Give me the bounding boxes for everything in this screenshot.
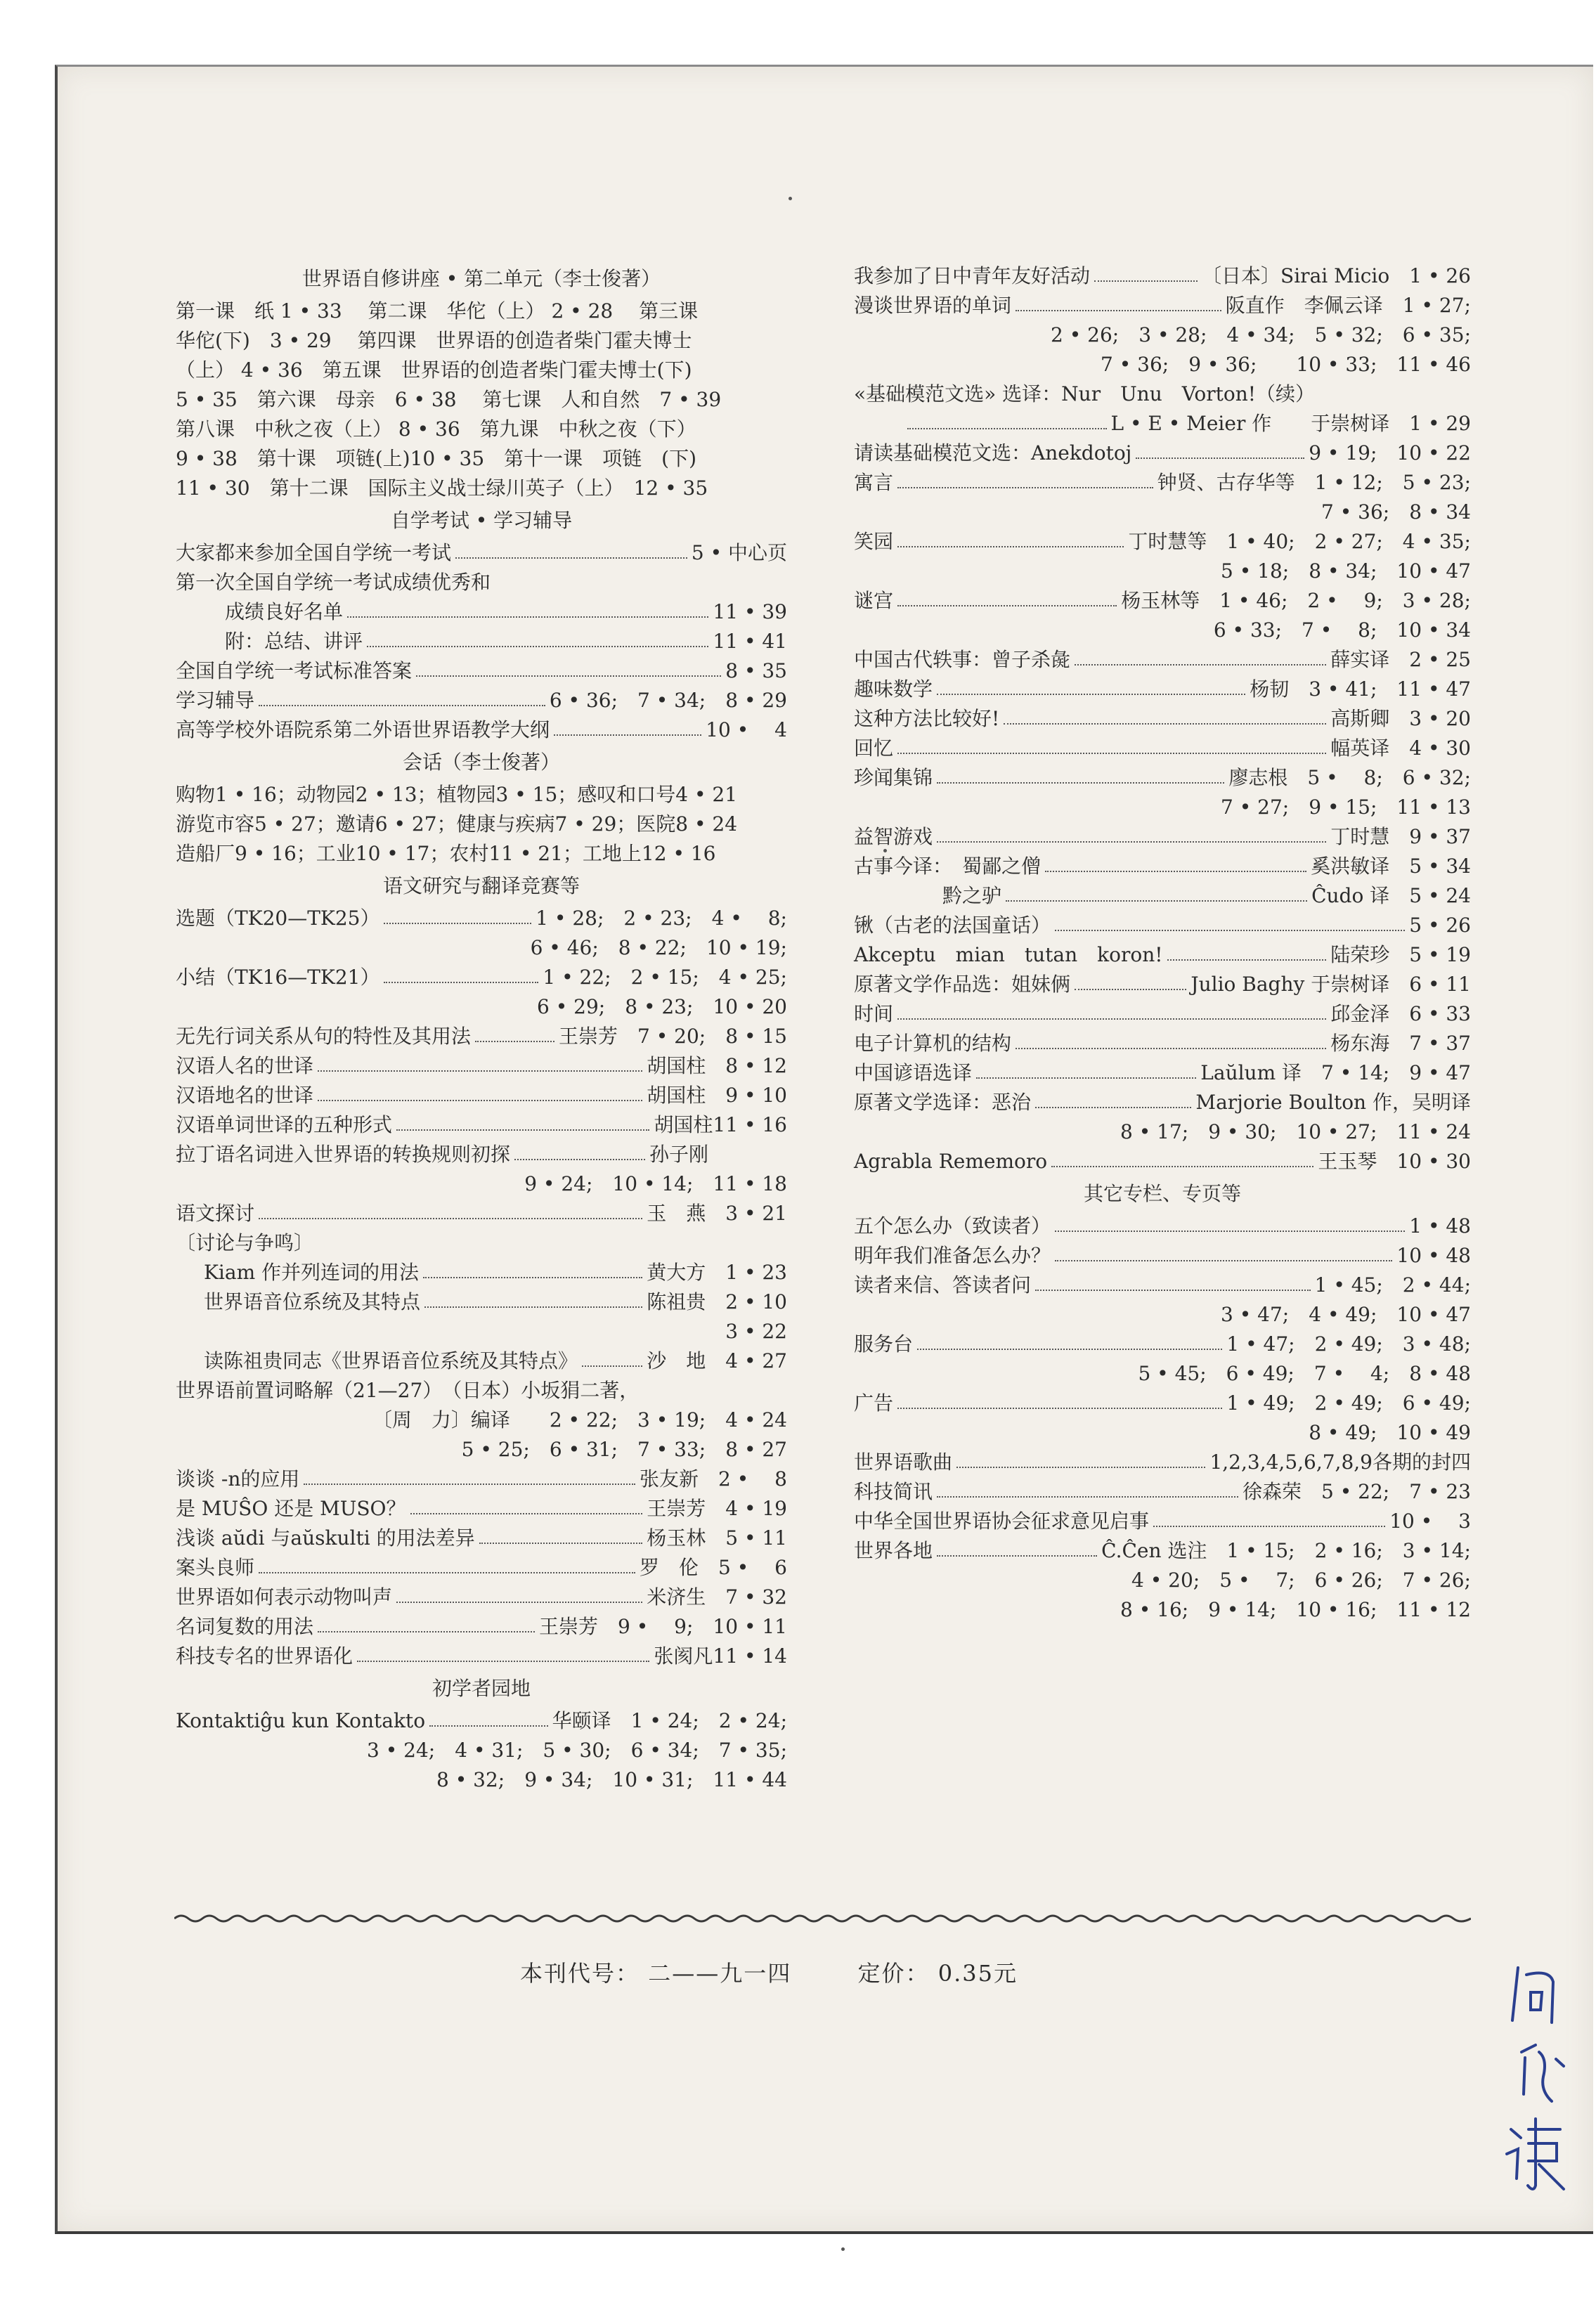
entry-title: 我参加了日中青年友好活动 — [854, 264, 1091, 287]
entry-title: 案头良师 — [176, 1556, 255, 1579]
entry-info: 孙子刚 — [649, 1143, 787, 1166]
entry-info: 〔日本〕Sirai Micio 1 • 26 — [1202, 264, 1471, 287]
entry-info: Laŭlum 译 7 • 14; 9 • 47 — [1200, 1061, 1471, 1084]
index-continuation: 5 • 18; 8 • 34; 10 • 47 — [1221, 559, 1471, 583]
index-line: 11 • 30 第十二课 国际主义战士绿川英子（上） 12 • 35 — [176, 476, 708, 500]
dot-leader — [897, 1018, 1326, 1020]
entry-info: 9 • 19; 10 • 22 — [1309, 441, 1471, 465]
wavy-divider — [174, 1913, 1471, 1924]
dot-leader — [318, 1631, 535, 1632]
right-index-column — [854, 261, 1471, 1625]
index-continuation: 6 • 33; 7 • 8; 10 • 34 — [1213, 618, 1471, 642]
index-continuation: 3 • 24; 4 • 31; 5 • 30; 6 • 34; 7 • 35; — [367, 1739, 787, 1762]
ink-speck — [841, 2247, 845, 2251]
index-continuation: 8 • 49; 10 • 49 — [1309, 1421, 1471, 1444]
index-line: 购物1 • 16；动物园2 • 13；植物园3 • 15；感叹和口号4 • 21 — [176, 783, 738, 806]
index-entry — [854, 675, 1471, 704]
dot-leader — [384, 923, 531, 924]
entry-info: 1 • 45; 2 • 44; — [1314, 1273, 1471, 1297]
dot-leader — [424, 1306, 642, 1308]
section-heading: 其它专栏、专页等 — [1083, 1182, 1241, 1205]
entry-title: 明年我们准备怎么办？ — [854, 1244, 1051, 1267]
entry-info: 王玉琴 10 • 30 — [1318, 1150, 1471, 1173]
entry-title: 漫谈世界语的单词 — [854, 294, 1012, 317]
entry-title: Akceptu mian tutan koron! — [854, 943, 1163, 966]
index-entry — [176, 1346, 787, 1376]
index-continuation: 6 • 29; 8 • 23; 10 • 20 — [537, 995, 787, 1018]
dot-leader — [367, 646, 708, 647]
index-entry — [854, 291, 1471, 320]
section-heading: 初学者园地 — [432, 1677, 531, 1700]
entry-info: Julio Baghy 于崇树译 6 • 11 — [1190, 973, 1471, 996]
index-continuation: 〔周 力〕编译 2 • 22; 3 • 19; 4 • 24 — [372, 1408, 787, 1432]
dot-leader — [475, 1041, 554, 1042]
entry-info: 胡国柱 8 • 12 — [647, 1054, 787, 1077]
index-entry — [854, 763, 1471, 793]
entry-title: 浅谈 aŭdi 与aŭskulti 的用法差异 — [176, 1526, 475, 1550]
entry-title: 成绩良好名单 — [225, 600, 344, 623]
entry-info: 10 • 3 — [1389, 1510, 1471, 1533]
entry-info: 1 • 22; 2 • 15; 4 • 25; — [543, 966, 787, 989]
entry-title: Kiam 作并列连词的用法 — [204, 1261, 420, 1284]
index-entry — [176, 1081, 787, 1110]
entry-title: 高等学校外语院系第二外语世界语教学大纲 — [176, 718, 550, 741]
dot-leader — [1075, 664, 1326, 666]
index-entry — [176, 656, 787, 686]
dot-leader — [1051, 1166, 1313, 1167]
dot-leader — [1004, 723, 1326, 725]
dot-leader — [937, 1496, 1238, 1498]
dot-leader — [582, 1365, 642, 1367]
index-entry — [854, 852, 1471, 881]
entry-title: 无先行词关系从句的特性及其用法 — [176, 1025, 472, 1048]
footer-line — [520, 1956, 1153, 1988]
entry-info: 高斯卿 3 • 20 — [1330, 707, 1471, 730]
entry-title: 读陈祖贵同志《世界语音位系统及其特点》 — [204, 1349, 578, 1372]
index-continuation: 5 • 25; 6 • 31; 7 • 33; 8 • 27 — [461, 1438, 787, 1461]
entry-info: 廖志根 5 • 8; 6 • 32; — [1228, 766, 1471, 789]
dot-leader — [897, 605, 1117, 606]
entry-info: 黄大方 1 • 23 — [647, 1261, 787, 1284]
dot-leader — [304, 1484, 635, 1485]
entry-title: 原著文学选译：恶治 — [854, 1091, 1032, 1114]
entry-info: 张友新 2 • 8 — [640, 1467, 787, 1491]
dot-leader — [937, 694, 1245, 695]
entry-info: 钟贤、古存华等 1 • 12; 5 • 23; — [1157, 471, 1471, 494]
entry-title: 选题（TK20—TK25） — [176, 907, 380, 930]
index-continuation: 7 • 36; 9 • 36; 10 • 33; 11 • 46 — [1101, 353, 1471, 376]
index-entry — [176, 1258, 787, 1287]
entry-info: 张阂凡11 • 14 — [654, 1644, 787, 1668]
index-entry — [854, 527, 1471, 557]
dot-leader — [514, 1159, 645, 1160]
entry-info: 徐森荣 5 • 22; 7 • 23 — [1243, 1480, 1471, 1503]
handwritten-signature — [1497, 1954, 1574, 2207]
entry-info: 罗 伦 5 • 6 — [640, 1556, 787, 1579]
index-entry — [176, 1287, 787, 1317]
index-entry — [854, 704, 1471, 734]
entry-title: 汉语单词世译的五种形式 — [176, 1113, 393, 1136]
entry-title: 世界语歌曲 — [854, 1450, 953, 1474]
entry-title: 科技专名的世界语化 — [176, 1644, 353, 1668]
entry-info: 玉 燕 3 • 21 — [647, 1202, 787, 1225]
entry-info: 6 • 36; 7 • 34; 8 • 29 — [549, 689, 787, 712]
dot-leader — [384, 982, 538, 983]
entry-info: 1,2,3,4,5,6,7,8,9各期的封四 — [1209, 1450, 1471, 1474]
index-entry — [854, 1147, 1471, 1176]
entry-info: 薛实译 2 • 25 — [1330, 648, 1471, 671]
entry-info: 1 • 49; 2 • 49; 6 • 49; — [1226, 1391, 1471, 1415]
index-entry — [854, 1448, 1471, 1477]
dot-leader — [318, 1100, 642, 1101]
entry-title: 附：总结、讲评 — [225, 630, 363, 653]
dot-leader — [259, 1218, 642, 1219]
dot-leader — [1167, 959, 1327, 961]
index-line: 第一课 纸 1 • 33 第二课 华佗（上） 2 • 28 第三课 — [176, 299, 699, 323]
entry-title: 益智游戏 — [854, 825, 933, 848]
index-entry — [176, 686, 787, 715]
index-entry — [854, 911, 1471, 940]
dot-leader — [937, 782, 1224, 784]
index-continuation: 8 • 17; 9 • 30; 10 • 27; 11 • 24 — [1120, 1120, 1471, 1143]
footer-code-value: 二——九一四 — [648, 1960, 792, 1987]
index-entry — [176, 1706, 787, 1736]
index-continuation: 8 • 16; 9 • 14; 10 • 16; 11 • 12 — [1120, 1598, 1471, 1621]
entry-title: 名词复数的用法 — [176, 1615, 314, 1638]
index-entry — [854, 734, 1471, 763]
dot-leader — [429, 1725, 548, 1727]
entry-title: 读者来信、答读者问 — [854, 1273, 1032, 1297]
entry-info: 胡国柱 9 • 10 — [647, 1084, 787, 1107]
dot-leader — [1075, 989, 1186, 990]
entry-info: 1 • 48 — [1409, 1214, 1471, 1238]
entry-title: 语文探讨 — [176, 1202, 255, 1225]
index-entry — [176, 1465, 787, 1494]
dot-leader — [318, 1070, 642, 1072]
entry-title: 汉语人名的世译 — [176, 1054, 314, 1077]
entry-info: 杨东海 7 • 37 — [1330, 1032, 1471, 1055]
index-continuation: 9 • 24; 10 • 14; 11 • 18 — [524, 1172, 787, 1195]
entry-title: 回忆 — [854, 736, 894, 760]
index-entry — [854, 1029, 1471, 1058]
footer-price-label: 定价： — [857, 1960, 930, 1987]
entry-title: 五个怎么办（致读者） — [854, 1214, 1051, 1238]
index-entry — [176, 1612, 787, 1642]
dot-leader — [907, 428, 1107, 429]
entry-title: 科技简讯 — [854, 1480, 933, 1503]
index-entry — [176, 904, 787, 933]
index-entry — [176, 627, 787, 656]
index-entry — [176, 1110, 787, 1140]
entry-title: 世界语如何表示动物叫声 — [176, 1585, 393, 1609]
dot-leader — [259, 1572, 635, 1573]
index-entry — [854, 409, 1471, 439]
dot-leader — [1045, 871, 1306, 872]
index-entry — [854, 586, 1471, 616]
dot-leader — [1006, 900, 1307, 902]
index-entry — [176, 1199, 787, 1228]
entry-info: 杨玉林 5 • 11 — [647, 1526, 787, 1550]
index-line: 世界语前置词略解（21—27） （日本）小坂狷二著， — [176, 1379, 640, 1402]
entry-info: 邱金泽 6 • 33 — [1330, 1002, 1471, 1025]
dot-leader — [1016, 1048, 1326, 1049]
index-line: 华佗(下) 3 • 29 第四课 世界语的创造者柴门霍夫博士 — [176, 329, 692, 352]
entry-info: 10 • 48 — [1396, 1244, 1471, 1267]
index-entry — [854, 439, 1471, 468]
entry-title: 大家都来参加全国自学统一考试 — [176, 541, 452, 564]
dot-leader — [1016, 310, 1221, 311]
index-entry — [854, 1241, 1471, 1271]
entry-info: Ĉudo 译 5 • 24 — [1311, 884, 1471, 907]
index-entry — [854, 1271, 1471, 1300]
index-entry — [176, 1642, 787, 1671]
entry-title: 中国谚语选译 — [854, 1061, 973, 1084]
index-line: 9 • 38 第十课 项链(上)10 • 35 第十一课 项链 (下) — [176, 447, 697, 470]
entry-title: 服务台 — [854, 1332, 914, 1356]
index-entry — [854, 1389, 1471, 1418]
index-entry — [854, 645, 1471, 675]
entry-info: L • E • Meier 作 于崇树译 1 • 29 — [1110, 412, 1471, 435]
dot-leader — [976, 1077, 1196, 1079]
ink-speck — [789, 197, 792, 200]
entry-info: 王崇芳 4 • 19 — [647, 1497, 787, 1520]
index-continuation: 3 • 47; 4 • 49; 10 • 47 — [1221, 1303, 1471, 1326]
entry-info: 11 • 39 — [713, 600, 787, 623]
entry-info: 陈祖贵 2 • 10 — [647, 1290, 787, 1313]
entry-title: 电子计算机的结构 — [854, 1032, 1012, 1055]
index-entry — [176, 1524, 787, 1553]
dot-leader — [1055, 1231, 1405, 1232]
index-entry — [854, 1477, 1471, 1507]
entry-title: 时间 — [854, 1002, 894, 1025]
dot-leader — [1136, 457, 1304, 459]
index-entry — [854, 940, 1471, 970]
dot-leader — [897, 753, 1326, 754]
dot-leader — [259, 705, 545, 706]
index-entry — [854, 1536, 1471, 1566]
dot-leader — [416, 675, 721, 677]
entry-info: 5 • 26 — [1409, 914, 1471, 937]
dot-leader — [347, 616, 708, 618]
entry-title: Kontaktiĝu kun Kontakto — [176, 1709, 426, 1732]
index-continuation: 7 • 36; 8 • 34 — [1321, 500, 1471, 524]
index-entry — [176, 1494, 787, 1524]
entry-title: 珍闻集锦 — [854, 766, 933, 789]
index-entry — [176, 1051, 787, 1081]
index-entry — [854, 999, 1471, 1029]
entry-info: 陆荣珍 5 • 19 — [1330, 943, 1471, 966]
dot-leader — [1035, 1290, 1311, 1291]
index-entry — [176, 1583, 787, 1612]
index-line: 5 • 35 第六课 母亲 6 • 38 第七课 人和自然 7 • 39 — [176, 388, 722, 411]
index-entry — [176, 1022, 787, 1051]
entry-title: 广告 — [854, 1391, 894, 1415]
entry-title: 世界各地 — [854, 1539, 933, 1562]
dot-leader — [937, 841, 1326, 843]
dot-leader — [1094, 280, 1198, 282]
index-entry — [854, 1212, 1471, 1241]
entry-title: 学习辅导 — [176, 689, 255, 712]
index-entry — [854, 881, 1471, 911]
index-line: 〔讨论与争鸣〕 — [176, 1231, 314, 1254]
entry-info: 幅英译 4 • 30 — [1330, 736, 1471, 760]
index-entry — [854, 1507, 1471, 1536]
entry-title: 中华全国世界语协会征求意见启事 — [854, 1510, 1150, 1533]
entry-title: 汉语地名的世译 — [176, 1084, 314, 1107]
index-entry — [854, 822, 1471, 852]
index-line: 第一次全国自学统一考试成绩优秀和 — [176, 571, 491, 594]
index-line: （上） 4 • 36 第五课 世界语的创造者柴门霍夫博士(下) — [176, 358, 692, 382]
entry-title: 笑园 — [854, 530, 894, 553]
entry-title: 请读基础模范文选：Anekdotoj — [854, 441, 1132, 465]
index-continuation: 3 • 22 — [725, 1320, 787, 1343]
dot-leader — [479, 1543, 643, 1544]
entry-title: 谈谈 -n的应用 — [176, 1467, 300, 1491]
entry-title: 是 MUŜO 还是 MUSO？ — [176, 1497, 406, 1520]
ink-speck — [883, 849, 887, 852]
entry-title: 全国自学统一考试标准答案 — [176, 659, 413, 682]
dot-leader — [897, 487, 1153, 488]
entry-title: 趣味数学 — [854, 677, 933, 701]
entry-title: Agrabla Rememoro — [854, 1150, 1048, 1173]
entry-info: 1 • 28; 2 • 23; 4 • 8; — [536, 907, 787, 930]
index-continuation: 6 • 46; 8 • 22; 10 • 19; — [530, 936, 787, 959]
entry-title: 世界语音位系统及其特点 — [204, 1290, 421, 1313]
entry-info: 杨玉林等 1 • 46; 2 • 9; 3 • 28; — [1121, 589, 1471, 612]
section-heading: 语文研究与翻译竞赛等 — [382, 874, 580, 897]
footer-code-label: 本刊代号： — [520, 1960, 640, 1987]
entry-title: 谜宫 — [854, 589, 894, 612]
index-entry — [854, 1330, 1471, 1359]
index-continuation: 2 • 26; 3 • 28; 4 • 34; 5 • 32; 6 • 35; — [1051, 323, 1471, 346]
index-entry — [176, 597, 787, 627]
index-entry — [854, 1058, 1471, 1088]
entry-title: 寓言 — [854, 471, 894, 494]
dot-leader — [897, 1408, 1222, 1409]
index-line: 第八课 中秋之夜（上） 8 • 36 第九课 中秋之夜（下） — [176, 417, 696, 441]
entry-info: 沙 地 4 • 27 — [647, 1349, 787, 1372]
entry-info: Ĉ.Ĉen 选注 1 • 15; 2 • 16; 3 • 14; — [1101, 1539, 1471, 1562]
index-line: 游览市容5 • 27；邀请6 • 27；健康与疾病7 • 29；医院8 • 24 — [176, 812, 738, 836]
dot-leader — [396, 1129, 649, 1131]
entry-info: 丁时慧 9 • 37 — [1330, 825, 1471, 848]
entry-info: 丁时慧等 1 • 40; 2 • 27; 4 • 35; — [1128, 530, 1471, 553]
dot-leader — [897, 546, 1124, 547]
footer-price-value: 0.35元 — [938, 1960, 1018, 1987]
index-continuation: 5 • 45; 6 • 49; 7 • 4; 8 • 48 — [1138, 1362, 1471, 1385]
dot-leader — [1153, 1526, 1385, 1527]
section-heading: 自学考试 • 学习辅导 — [390, 509, 573, 532]
entry-title: 拉丁语名词进入世界语的转换规则初探 — [176, 1143, 511, 1166]
dot-leader — [956, 1467, 1205, 1468]
dot-leader — [357, 1661, 649, 1662]
index-entry — [176, 963, 787, 992]
dot-leader — [554, 734, 701, 736]
dot-leader — [423, 1277, 642, 1278]
index-line: 造船厂9 • 16；工业10 • 17；农村11 • 21；工地上12 • 16 — [176, 842, 716, 865]
entry-info: 米济生 7 • 32 — [647, 1585, 787, 1609]
entry-title: 小结（TK16—TK21） — [176, 966, 380, 989]
index-entry — [176, 715, 787, 745]
entry-info: 胡国柱11 • 16 — [654, 1113, 787, 1136]
entry-info: 王崇芳 9 • 9; 10 • 11 — [539, 1615, 787, 1638]
index-entry — [854, 468, 1471, 498]
entry-title: 这种方法比较好! — [854, 707, 1000, 730]
left-index-column — [176, 261, 787, 1795]
entry-info: 杨韧 3 • 41; 11 • 47 — [1250, 677, 1471, 701]
index-continuation: 7 • 27; 9 • 15; 11 • 13 — [1221, 796, 1471, 819]
entry-info: 1 • 47; 2 • 49; 3 • 48; — [1226, 1332, 1471, 1356]
entry-info: 11 • 41 — [713, 630, 787, 653]
index-entry — [854, 261, 1471, 291]
entry-info: 王崇芳 7 • 20; 8 • 15 — [559, 1025, 787, 1048]
entry-info: 华颐译 1 • 24; 2 • 24; — [552, 1709, 787, 1732]
entry-title: 锹（古老的法国童话） — [854, 914, 1051, 937]
dot-leader — [396, 1602, 642, 1603]
index-entry — [854, 1088, 1471, 1117]
entry-info: 10 • 4 — [706, 718, 787, 741]
entry-info: 阪直作 李佩云译 1 • 27; — [1225, 294, 1471, 317]
dot-leader — [1035, 1107, 1191, 1108]
entry-info: 奚洪敏译 5 • 34 — [1311, 855, 1471, 878]
entry-title: 中国古代轶事：曾子杀彘 — [854, 648, 1071, 671]
dot-leader — [917, 1349, 1222, 1350]
entry-info: 5 • 中心页 — [691, 541, 787, 564]
index-entry — [176, 1553, 787, 1583]
section-heading: 会话（李士俊著） — [402, 751, 560, 774]
entry-title: 黔之驴 — [903, 884, 1002, 907]
dot-leader — [937, 1555, 1097, 1557]
index-entry — [176, 538, 787, 568]
section-heading: 世界语自修讲座 • 第二单元（李士俊著） — [301, 267, 661, 290]
entry-title: 古事今译： 蜀鄙之僧 — [854, 855, 1042, 878]
dot-leader — [410, 1513, 643, 1514]
index-continuation: 4 • 20; 5 • 7; 6 • 26; 7 • 26; — [1131, 1569, 1471, 1592]
entry-info: Marjorie Boulton 作，吴明译 — [1195, 1091, 1471, 1114]
dot-leader — [1055, 930, 1405, 931]
dot-leader — [1055, 1260, 1392, 1261]
dot-leader — [455, 557, 687, 559]
index-line: «基础模范文选» 选译：Nur Unu Vorton!（续） — [854, 382, 1316, 405]
index-entry — [176, 1140, 787, 1169]
entry-info: 8 • 35 — [725, 659, 787, 682]
index-continuation: 8 • 32; 9 • 34; 10 • 31; 11 • 44 — [436, 1768, 787, 1791]
index-entry — [854, 970, 1471, 999]
entry-title: 原著文学作品选：姐妹俩 — [854, 973, 1071, 996]
